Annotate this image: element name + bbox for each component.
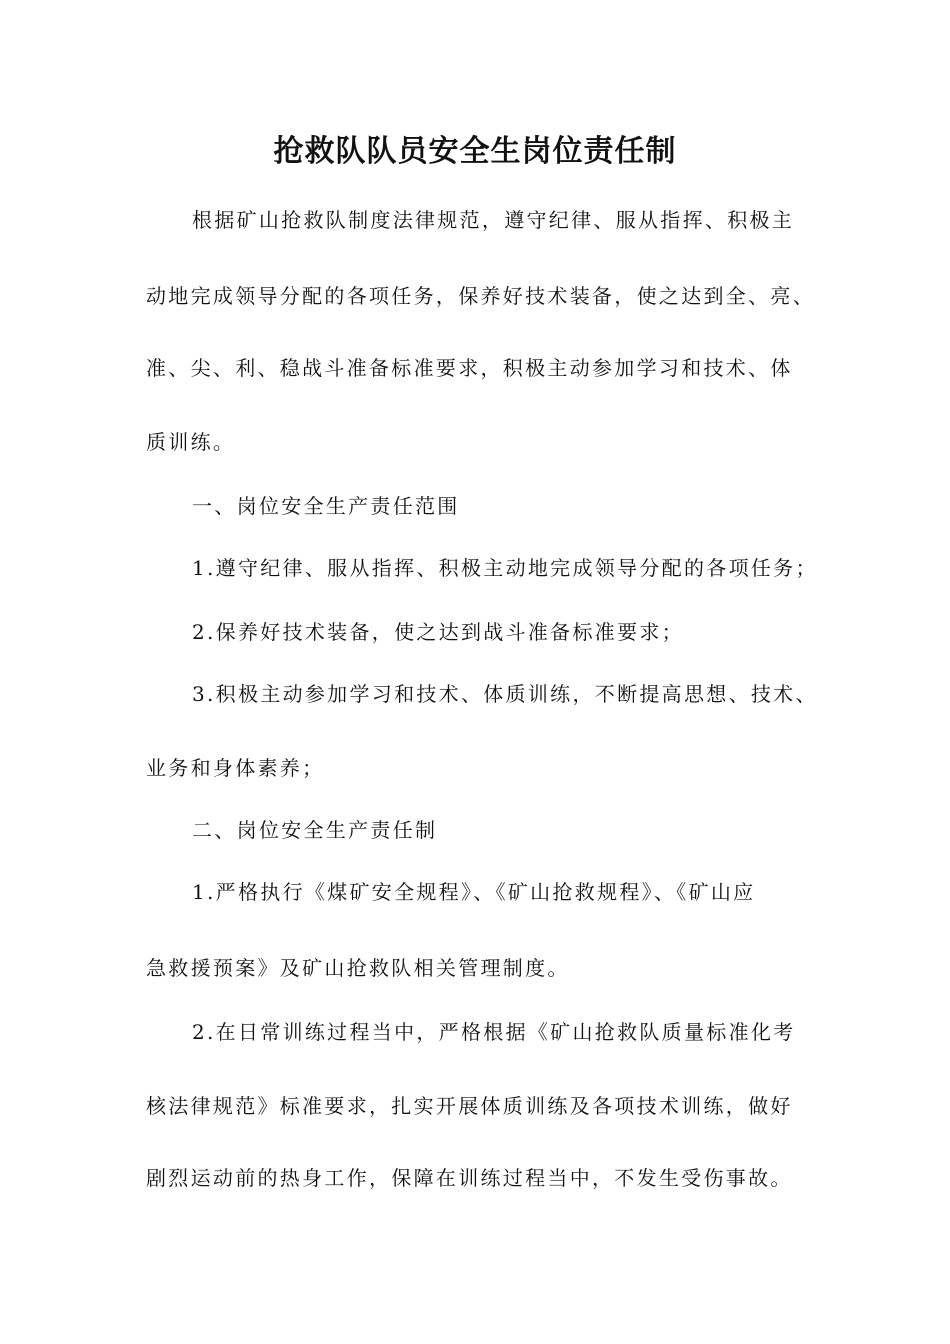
paragraph-intro-line-2: 动地完成领导分配的各项任务，保养好技术装备，使之达到全、亮、 bbox=[146, 284, 815, 308]
section2-item-1-line-2: 急救援预案》及矿山抢救队相关管理制度。 bbox=[146, 956, 570, 980]
section1-item-3-line-2: 业务和身体素养； bbox=[146, 756, 325, 780]
section-heading-2: 二、岗位安全生产责任制 bbox=[192, 818, 438, 842]
section-heading-1: 一、岗位安全生产责任范围 bbox=[192, 494, 460, 518]
section1-item-1: 1.遵守纪律、服从指挥、积极主动地完成领导分配的各项任务； bbox=[192, 556, 818, 580]
document-title: 抢救队队员安全生岗位责任制 bbox=[273, 134, 677, 169]
paragraph-intro-line-4: 质训练。 bbox=[146, 430, 236, 454]
paragraph-intro-line-3: 准、尖、利、稳战斗准备标准要求，积极主动参加学习和技术、体 bbox=[146, 356, 793, 380]
section2-item-2-line-3: 剧烈运动前的热身工作，保障在训练过程当中，不发生受伤事故。 bbox=[146, 1166, 793, 1190]
section2-item-2-line-2: 核法律规范》标准要求，扎实开展体质训练及各项技术训练，做好 bbox=[146, 1094, 793, 1118]
section2-item-1-line-1: 1.严格执行《煤矿安全规程》、《矿山抢救规程》、《矿山应 bbox=[192, 880, 756, 904]
section1-item-2: 2.保养好技术装备，使之达到战斗准备标准要求； bbox=[192, 620, 684, 644]
section1-item-3-line-1: 3.积极主动参加学习和技术、体质训练，不断提高思想、技术、 bbox=[192, 682, 818, 706]
paragraph-intro-line-1: 根据矿山抢救队制度法律规范，遵守纪律、服从指挥、积极主 bbox=[192, 208, 795, 232]
section2-item-2-line-1: 2.在日常训练过程当中，严格根据《矿山抢救队质量标准化考 bbox=[192, 1020, 796, 1044]
